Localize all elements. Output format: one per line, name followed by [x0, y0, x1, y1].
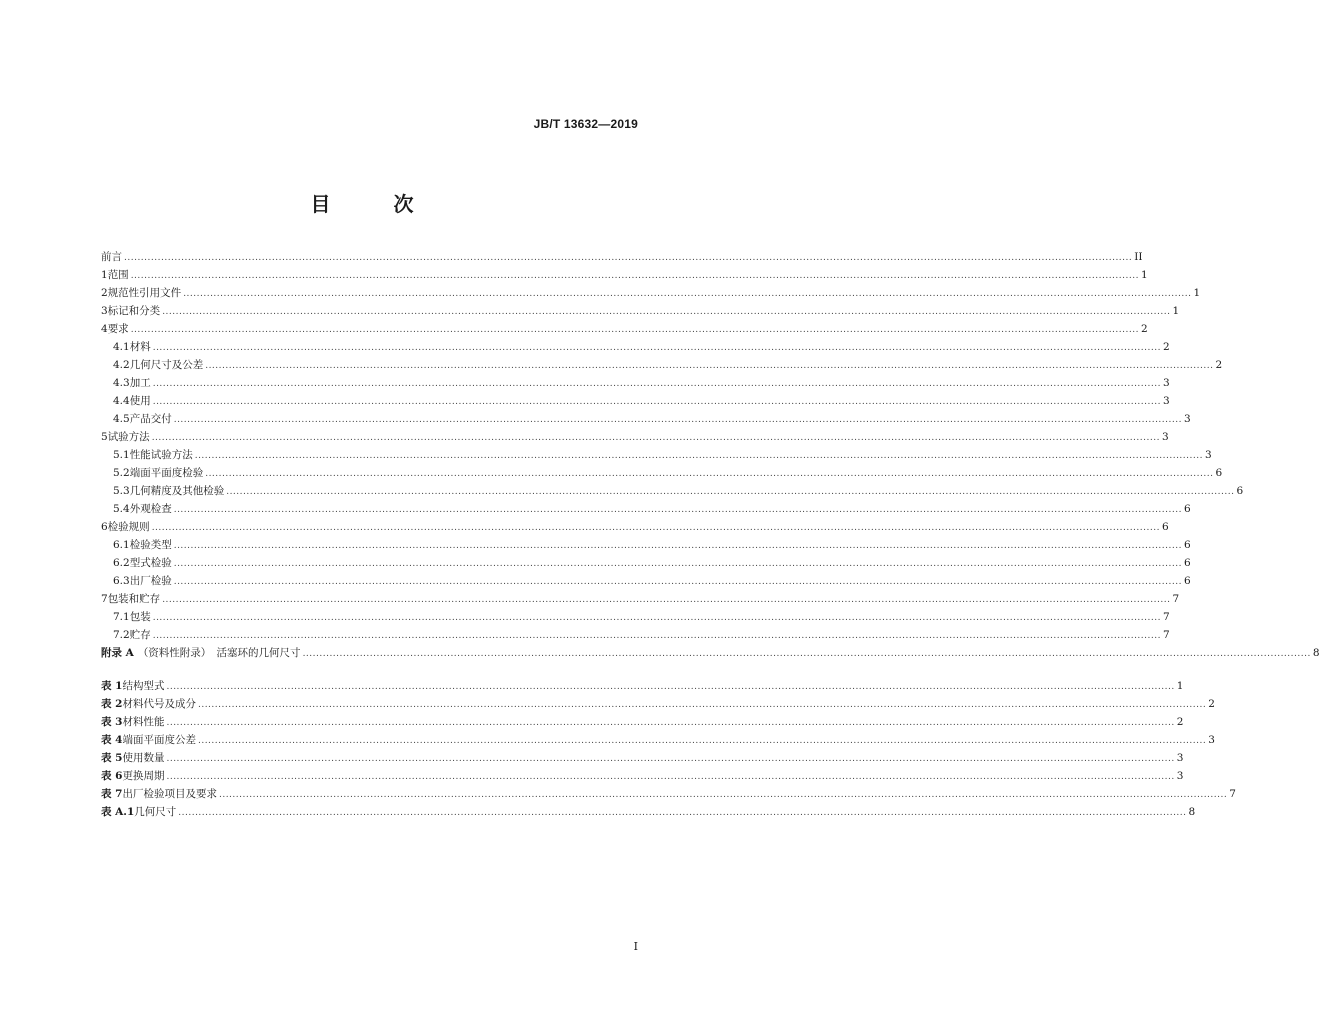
dot-leader: ............................................................................................................................................................................................................................................................................................................: [152, 613, 1161, 623]
toc-entry-page: 7: [1172, 593, 1180, 605]
toc-entry[interactable]: [101, 677, 1184, 695]
toc-entry-page: 3: [1176, 770, 1184, 782]
dot-leader: ............................................................................................................................................................................................................................................................................................................: [152, 343, 1161, 353]
toc-entry-number: 6: [101, 521, 108, 533]
toc-entry-page: 3: [1161, 431, 1169, 443]
toc-entry-number: 5.1: [113, 449, 130, 461]
toc-entry-page: 1: [1140, 269, 1148, 281]
dot-leader: ............................................................................................................................................................................................................................................................................................................: [173, 415, 1182, 425]
dot-leader: ............................................................................................................................................................................................................................................................................................................: [124, 253, 1133, 263]
toc-entry[interactable]: [101, 713, 1184, 731]
toc-entry[interactable]: [101, 284, 1201, 302]
toc-entry-label: 试验方法: [107, 431, 150, 443]
toc-entry[interactable]: [101, 536, 1191, 554]
toc-entry-number: 2: [101, 287, 108, 299]
dot-leader: ............................................................................................................................................................................................................................................................................................................: [130, 271, 1139, 281]
toc-entry-label: 材料性能: [122, 716, 165, 728]
toc-entry-page: 1: [1193, 287, 1201, 299]
toc-entry-label: 范围: [107, 269, 129, 281]
toc-entry[interactable]: [101, 266, 1148, 284]
dot-leader: ............................................................................................................................................................................................................................................................................................................: [197, 736, 1207, 746]
toc-entry-page: II: [1134, 251, 1143, 263]
dot-leader: ............................................................................................................................................................................................................................................................................................................: [178, 808, 1187, 818]
dot-leader: ............................................................................................................................................................................................................................................................................................................: [166, 772, 1175, 782]
toc-entry-label: 型式检验: [129, 557, 172, 569]
toc-entry[interactable]: [101, 428, 1169, 446]
toc-entry-page: 6: [1183, 539, 1191, 551]
toc-entry[interactable]: [101, 500, 1191, 518]
toc-entry-number: 1: [101, 269, 108, 281]
table-of-contents: [101, 248, 1320, 662]
toc-entry-number: 7.1: [113, 611, 130, 623]
toc-entry-page: 6: [1183, 575, 1191, 587]
toc-entry-label: 检验规则: [107, 521, 150, 533]
toc-entry-label: 端面平面度公差: [122, 734, 196, 746]
toc-entry-number: 表 A.1: [101, 806, 135, 818]
toc-entry[interactable]: [101, 410, 1191, 428]
dot-leader: ............................................................................................................................................................................................................................................................................................................: [197, 700, 1207, 710]
toc-entry-number: 7.2: [113, 629, 130, 641]
toc-entry-number: 5.4: [113, 503, 130, 515]
toc-entry-number: 6.3: [113, 575, 130, 587]
toc-entry-number: 表 3: [101, 716, 123, 728]
dot-leader: ............................................................................................................................................................................................................................................................................................................: [152, 379, 1161, 389]
toc-entry-number: 4: [101, 323, 108, 335]
toc-entry-label: 几何精度及其他检验: [129, 485, 225, 497]
toc-entry[interactable]: [101, 803, 1196, 821]
toc-entry-page: 3: [1208, 734, 1215, 746]
toc-entry[interactable]: [101, 464, 1223, 482]
toc-entry-label: 结构型式: [122, 680, 165, 692]
toc-entry-label: 产品交付: [129, 413, 172, 425]
toc-entry-page: 7: [1162, 629, 1170, 641]
page-number: I: [633, 940, 638, 953]
toc-entry-page: 2: [1208, 698, 1215, 710]
toc-entry-page: 2: [1215, 359, 1223, 371]
toc-entry-page: 3: [1183, 413, 1191, 425]
toc-entry-page: 8: [1312, 647, 1320, 659]
toc-entry[interactable]: [101, 608, 1170, 626]
toc-entry[interactable]: [101, 767, 1184, 785]
toc-entry-number: 6.1: [113, 539, 130, 551]
toc-entry-number: 7: [101, 593, 108, 605]
page-title: 目 次: [310, 192, 442, 216]
toc-entry-number: 5: [101, 431, 108, 443]
dot-leader: ............................................................................................................................................................................................................................................................................................................: [166, 754, 1175, 764]
toc-entry[interactable]: [101, 644, 1320, 662]
toc-entry-number: 表 4: [101, 734, 123, 746]
toc-entry-number: 表 5: [101, 752, 123, 764]
toc-entry-label: 贮存: [129, 629, 151, 641]
toc-entry[interactable]: [101, 518, 1169, 536]
toc-entry-label: 几何尺寸及公差: [129, 359, 204, 371]
dot-leader: ............................................................................................................................................................................................................................................................................................................: [205, 361, 1214, 371]
toc-entry[interactable]: [101, 302, 1180, 320]
toc-entry-page: 7: [1229, 788, 1236, 800]
toc-entry-number: 4.5: [113, 413, 130, 425]
toc-entry[interactable]: [101, 695, 1215, 713]
toc-entry-label: 包装和贮存: [107, 593, 161, 605]
toc-entry-number: 表 2: [101, 698, 123, 710]
toc-entry-label: 端面平面度检验: [129, 467, 204, 479]
dot-leader: ............................................................................................................................................................................................................................................................................................................: [218, 790, 1228, 800]
toc-entry-label: 更换周期: [122, 770, 165, 782]
toc-entry[interactable]: [101, 731, 1215, 749]
toc-entry[interactable]: [101, 590, 1180, 608]
dot-leader: ............................................................................................................................................................................................................................................................................................................: [173, 559, 1182, 569]
toc-entry[interactable]: [101, 320, 1148, 338]
toc-entry-page: 7: [1162, 611, 1170, 623]
toc-entry[interactable]: [101, 392, 1170, 410]
toc-entry-label: （资料性附录） 活塞环的几何尺寸: [137, 647, 301, 659]
toc-entry-number: 5.3: [113, 485, 130, 497]
toc-entry-page: 8: [1188, 806, 1196, 818]
toc-entry-page: 6: [1161, 521, 1169, 533]
toc-entry-label: 前言: [101, 251, 122, 263]
dot-leader: ............................................................................................................................................................................................................................................................................................................: [173, 541, 1182, 551]
toc-entry-label: 检验类型: [129, 539, 172, 551]
toc-entry-number: 表 6: [101, 770, 123, 782]
toc-entry-page: 6: [1215, 467, 1223, 479]
dot-leader: ............................................................................................................................................................................................................................................................................................................: [166, 718, 1175, 728]
toc-entry-label: 出厂检验: [129, 575, 172, 587]
toc-entry-number: 表 1: [101, 680, 123, 692]
toc-entry-label: 标记和分类: [107, 305, 161, 317]
toc-entry[interactable]: [101, 338, 1170, 356]
standard-code: JB/T 13632—2019: [533, 117, 638, 131]
toc-entry-page: 2: [1162, 341, 1170, 353]
toc-entry-label: 包装: [129, 611, 151, 623]
toc-entry[interactable]: [101, 482, 1244, 500]
toc-entry-page: 3: [1162, 395, 1170, 407]
dot-leader: ............................................................................................................................................................................................................................................................................................................: [162, 307, 1171, 317]
toc-entry-label: 使用: [129, 395, 151, 407]
toc-entry-page: 2: [1176, 716, 1184, 728]
toc-entry[interactable]: [101, 554, 1191, 572]
dot-leader: ............................................................................................................................................................................................................................................................................................................: [173, 505, 1182, 515]
toc-entry-page: 6: [1236, 485, 1244, 497]
toc-entry-label: 要求: [107, 323, 129, 335]
dot-leader: ............................................................................................................................................................................................................................................................................................................: [194, 451, 1203, 461]
toc-entry-number: 附录 A: [101, 647, 134, 659]
dot-leader: ............................................................................................................................................................................................................................................................................................................: [130, 325, 1139, 335]
dot-leader: ............................................................................................................................................................................................................................................................................................................: [152, 397, 1161, 407]
toc-entry-label: 外观检查: [129, 503, 172, 515]
dot-leader: ............................................................................................................................................................................................................................................................................................................: [173, 577, 1182, 587]
toc-entry[interactable]: [101, 248, 1143, 266]
toc-entry[interactable]: [101, 785, 1236, 803]
dot-leader: ............................................................................................................................................................................................................................................................................................................: [166, 682, 1175, 692]
toc-entry-page: 6: [1183, 503, 1191, 515]
dot-leader: ............................................................................................................................................................................................................................................................................................................: [162, 595, 1171, 605]
toc-entry-label: 几何尺寸: [134, 806, 177, 818]
toc-entry-page: 1: [1172, 305, 1180, 317]
toc-entry-number: 4.3: [113, 377, 130, 389]
toc-entry-label: 材料: [129, 341, 151, 353]
toc-entry-page: 3: [1204, 449, 1212, 461]
dot-leader: ............................................................................................................................................................................................................................................................................................................: [226, 487, 1235, 497]
toc-entry-page: 6: [1183, 557, 1191, 569]
dot-leader: ............................................................................................................................................................................................................................................................................................................: [151, 433, 1160, 443]
toc-entry-label: 使用数量: [122, 752, 165, 764]
list-of-tables: [101, 677, 1236, 821]
toc-entry-label: 材料代号及成分: [122, 698, 196, 710]
toc-entry[interactable]: [101, 749, 1184, 767]
toc-entry-page: 2: [1140, 323, 1148, 335]
dot-leader: ............................................................................................................................................................................................................................................................................................................: [205, 469, 1214, 479]
toc-entry[interactable]: [101, 374, 1170, 392]
toc-entry[interactable]: [101, 446, 1212, 464]
toc-entry[interactable]: [101, 356, 1223, 374]
toc-entry-number: 表 7: [101, 788, 123, 800]
toc-entry[interactable]: [101, 572, 1191, 590]
toc-entry-label: 出厂检验项目及要求: [122, 788, 217, 800]
toc-entry-number: 6.2: [113, 557, 130, 569]
toc-entry-page: 1: [1176, 680, 1184, 692]
dot-leader: ............................................................................................................................................................................................................................................................................................................: [183, 289, 1192, 299]
dot-leader: ............................................................................................................................................................................................................................................................................................................: [151, 523, 1160, 533]
toc-entry-number: 4.1: [113, 341, 130, 353]
toc-entry-number: 5.2: [113, 467, 130, 479]
toc-entry-label: 性能试验方法: [129, 449, 193, 461]
toc-entry-label: 加工: [129, 377, 151, 389]
toc-entry[interactable]: [101, 626, 1170, 644]
toc-entry-label: 规范性引用文件: [107, 287, 182, 299]
dot-leader: ............................................................................................................................................................................................................................................................................................................: [152, 631, 1161, 641]
toc-entry-number: 3: [101, 305, 108, 317]
toc-entry-number: 4.2: [113, 359, 130, 371]
dot-leader: ............................................................................................................................................................................................................................................................................................................: [302, 649, 1311, 659]
toc-entry-page: 3: [1162, 377, 1170, 389]
toc-entry-page: 3: [1176, 752, 1184, 764]
toc-entry-number: 4.4: [113, 395, 130, 407]
